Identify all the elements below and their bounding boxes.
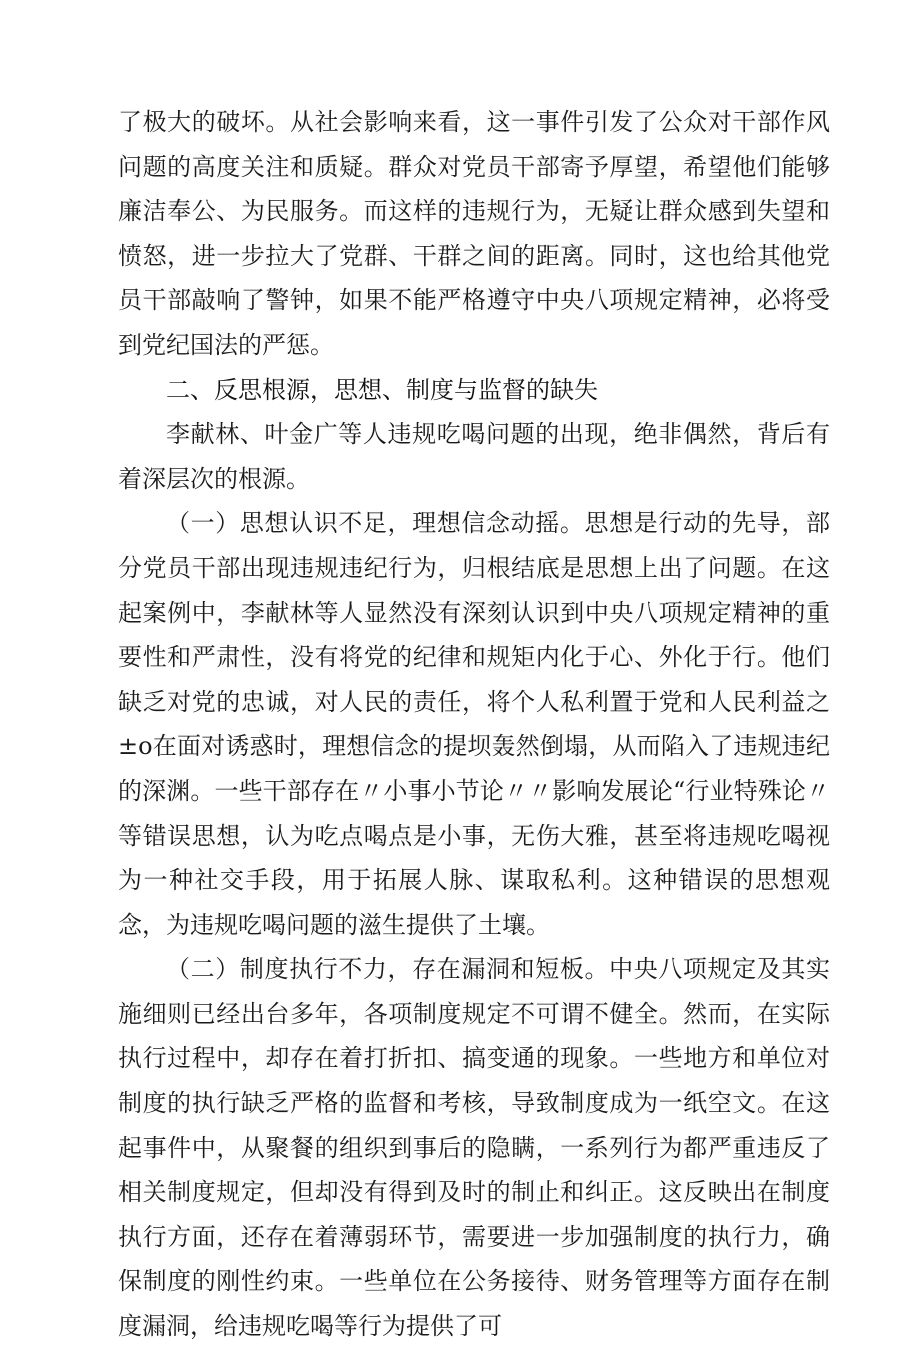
document-body: [118, 100, 830, 1349]
paragraph-ideological-awareness: （一）思想认识不足，理想信念动摇。思想是行动的先导，部分党员干部出现违规违纪行为，归根结底是思想上出了问题。在这起案例中，李献林等人显然没有深刻认识到中央八项规定精神的重要性和严肃性，没有将党的纪律和规矩内化于心、外化于行。他们缺乏对党的忠诚，对人民的责任，将个人私利置于党和人民利益之±o在面对诱惑时，理想信念的提坝轰然倒塌，从而陷入了违规违纪的深渊。一些干部存在〃小事小节论〃〃影响发展论“行业特殊论〃等错误思想，认为吃点喝点是小事，无伤大雅，甚至将违规吃喝视为一种社交手段，用于拓展人脉、谋取私利。这种错误的思想观念，为违规吃喝问题的滋生提供了土壤。: [118, 509, 830, 939]
paragraph-root-causes-intro: 李献林、叶金广等人违规吃喝问题的出现，绝非偶然，背后有着深层次的根源。: [118, 420, 830, 493]
section-heading-root-causes: 二、反思根源，思想、制度与监督的缺失: [166, 375, 598, 404]
paragraph-impact-summary: 了极大的破坏。从社会影响来看，这一事件引发了公众对干部作风问题的高度关注和质疑。群众对党员干部寄予厚望，希望他们能够廉洁奉公、为民服务。而这样的违规行为，无疑让群众感到失望和愤怒，进一步拉大了党群、干群之间的距离。同时，这也给其他党员干部敲响了警钟，如果不能严格遵守中央八项规定精神，必将受到党纪国法的严惩。: [118, 108, 830, 359]
paragraph-system-execution: （二）制度执行不力，存在漏洞和短板。中央八项规定及其实施细则已经出台多年，各项制度规定不可谓不健全。然而，在实际执行过程中，却存在着打折扣、搞变通的现象。一些地方和单位对制度的执行缺乏严格的监督和考核，导致制度成为一纸空文。在这起事件中，从聚餐的组织到事后的隐瞒，一系列行为都严重违反了相关制度规定，但却没有得到及时的制止和纠正。这反映出在制度执行方面，还存在着薄弱环节，需要进一步加强制度的执行力，确保制度的刚性约束。一些单位在公务接待、财务管理等方面存在制度漏洞，给违规吃喝等行为提供了可: [118, 955, 830, 1341]
